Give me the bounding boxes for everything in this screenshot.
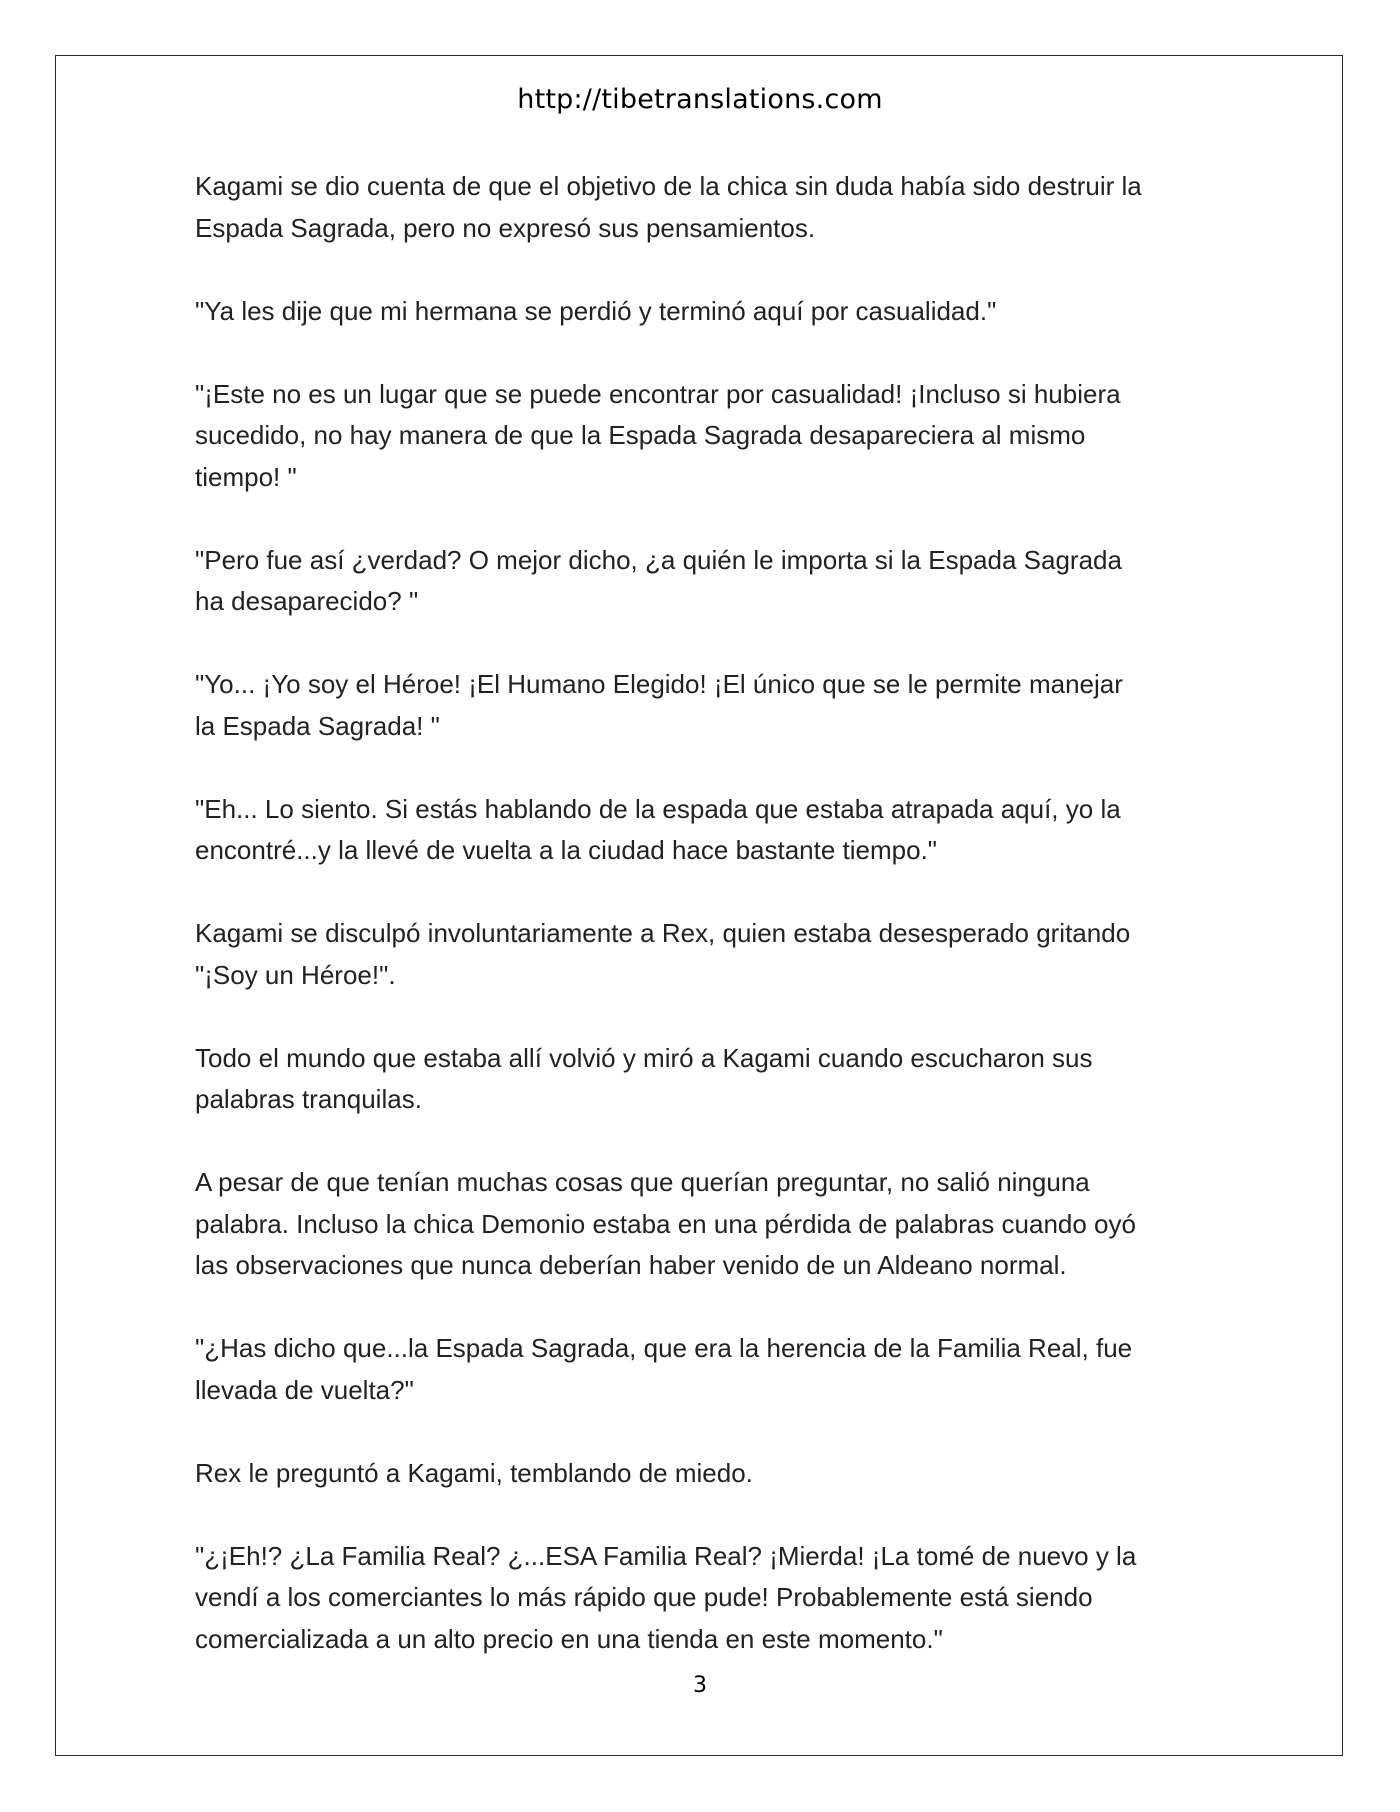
page-number: 3 — [693, 1673, 707, 1698]
paragraph: "¿¡Eh!? ¿La Familia Real? ¿...ESA Familia Real? ¡Mierda! ¡La tomé de nuevo y la vendí a los comerciantes lo más rápido que pude! Probablemente está siendo comercializada a un alto precio en una tienda en este momento." — [195, 1540, 1137, 1654]
document-body — [195, 166, 1225, 1660]
paragraph: "Ya les dije que mi hermana se perdió y terminó aquí por casualidad." — [195, 295, 997, 326]
paragraph: Kagami se dio cuenta de que el objetivo de la chica sin duda había sido destruir la Espada Sagrada, pero no expresó sus pensamientos. — [195, 171, 1142, 243]
paragraph: "Pero fue así ¿verdad? O mejor dicho, ¿a quién le importa si la Espada Sagrada ha desaparecido? " — [195, 544, 1122, 616]
paragraph: A pesar de que tenían muchas cosas que querían preguntar, no salió ninguna palabra. Incluso la chica Demonio estaba en una pérdida de palabras cuando oyó las observaciones que nunca deberían haber venido de un Aldeano normal. — [195, 1167, 1136, 1280]
paragraph: "Eh... Lo siento. Si estás hablando de la espada que estaba atrapada aquí, yo la encontré...y la llevé de vuelta a la ciudad hace bastante tiempo." — [195, 793, 1121, 865]
header-url: http://tibetranslations.com — [517, 84, 883, 115]
paragraph: Todo el mundo que estaba allí volvió y miró a Kagami cuando escucharon sus palabras tranquilas. — [195, 1042, 1093, 1114]
paragraph: "Yo... ¡Yo soy el Héroe! ¡El Humano Elegido! ¡El único que se le permite manejar la Espada Sagrada! " — [195, 669, 1123, 741]
paragraph: "¡Este no es un lugar que se puede encontrar por casualidad! ¡Incluso si hubiera sucedido, no hay manera de que la Espada Sagrada desapareciera al mismo tiempo! " — [195, 378, 1121, 492]
paragraph: "¿Has dicho que...la Espada Sagrada, que era la herencia de la Familia Real, fue llevada de vuelta?" — [195, 1333, 1133, 1405]
paragraph: Rex le preguntó a Kagami, temblando de miedo. — [195, 1457, 753, 1488]
paragraph: Kagami se disculpó involuntariamente a Rex, quien estaba desesperado gritando "¡Soy un Héroe!". — [195, 918, 1131, 990]
